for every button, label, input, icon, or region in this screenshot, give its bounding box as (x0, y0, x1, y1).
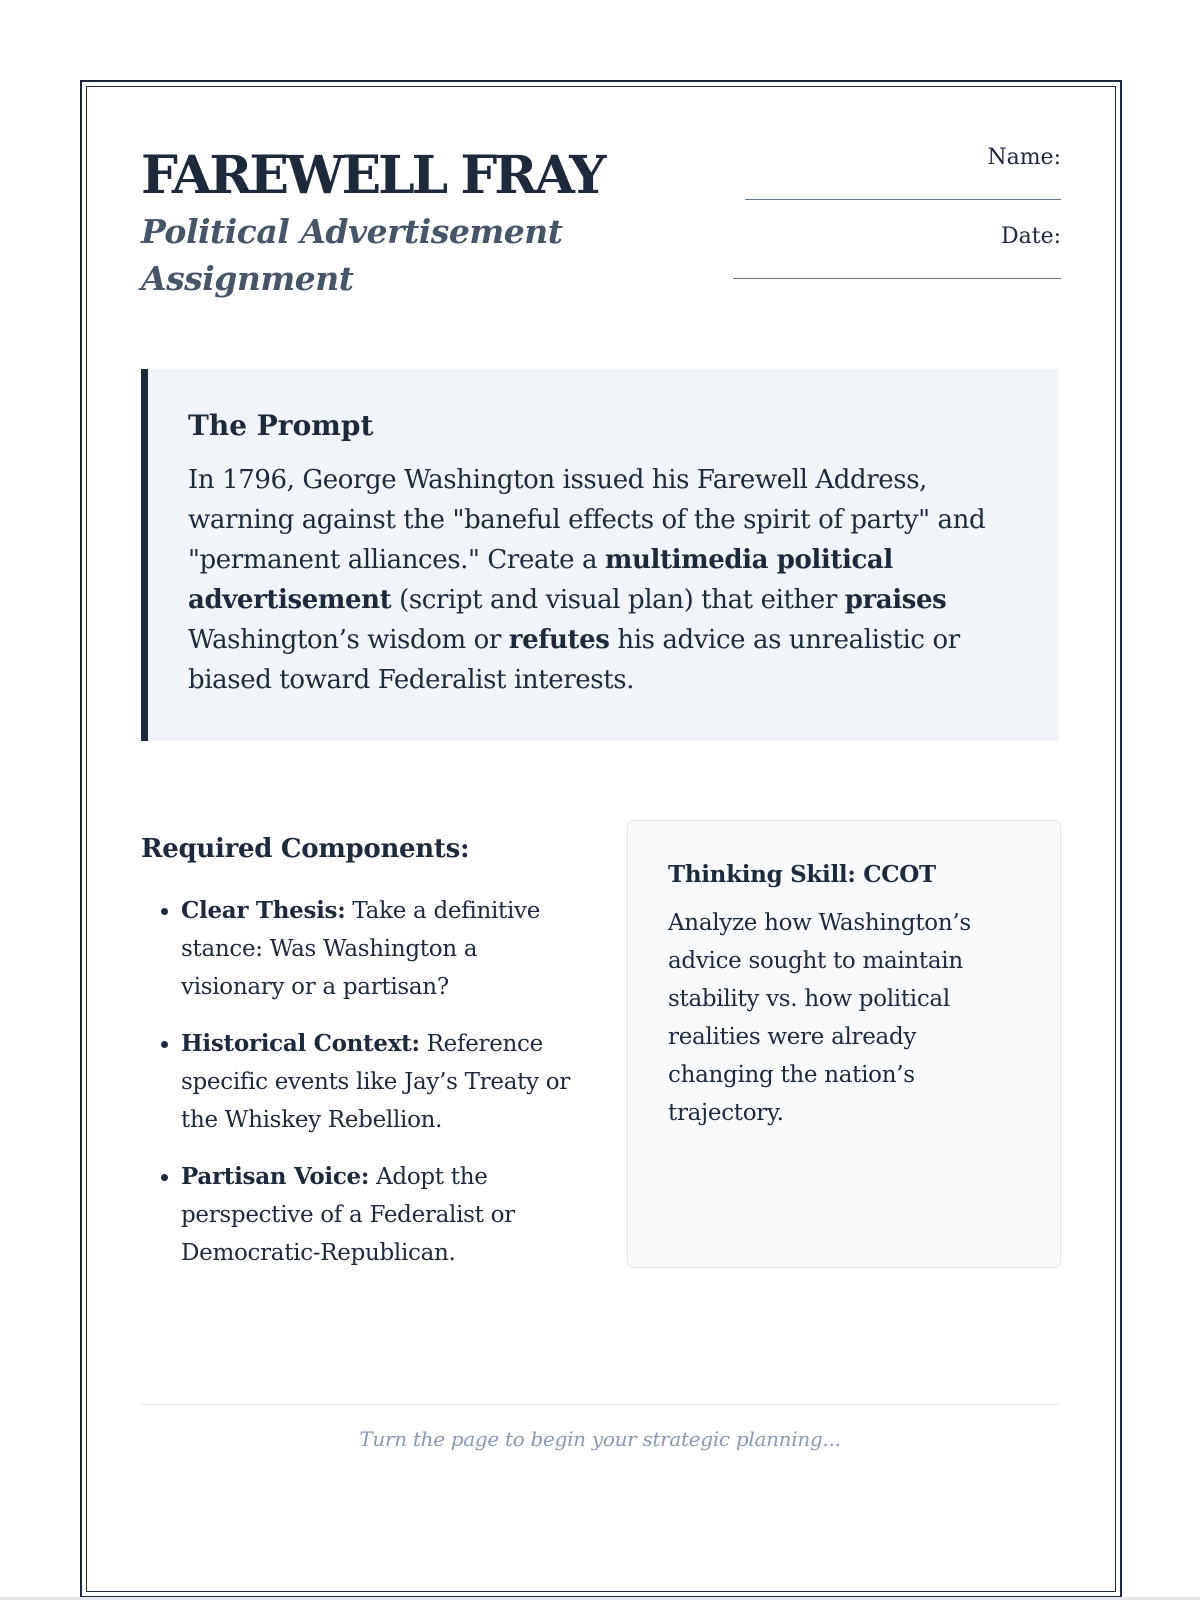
page-subtitle: Political Advertisement Assignment (141, 212, 563, 298)
prompt-text-part: Washington’s wisdom or (188, 625, 509, 655)
date-field-line[interactable] (733, 278, 1061, 279)
prompt-emphasis-multimedia: multimedia political advertisement (188, 545, 893, 615)
list-item-text: Reference specific events like Jay’s Treaty or the Whiskey Rebellion. (181, 1031, 570, 1133)
footer-divider (141, 1404, 1059, 1405)
list-item (181, 1158, 581, 1272)
prompt-emphasis-refutes: refutes (508, 625, 610, 655)
list-item-label: Partisan Voice: (181, 1163, 370, 1190)
list-item (181, 1025, 581, 1139)
prompt-text-part: In 1796, George Washington issued his Farewell Address, warning against the "baneful effects of the spirit of party" and "permanent alliances." Create a (188, 465, 986, 575)
requirements-list (141, 892, 581, 1291)
list-item-text: Take a definitive stance: Was Washington a visionary or a partisan? (181, 898, 541, 1000)
page-frame (80, 80, 1122, 1598)
prompt-text (188, 460, 1019, 700)
page-title: FAREWELL FRAY (141, 145, 604, 206)
date-label: Date: (1000, 224, 1061, 249)
page-frame-inner (86, 86, 1116, 1592)
list-item-label: Clear Thesis: (181, 897, 346, 924)
prompt-text-part: his advice as unrealistic or biased toward Federalist interests. (188, 625, 960, 695)
prompt-title: The Prompt (188, 409, 374, 442)
prompt-box (141, 369, 1059, 741)
list-item-label: Historical Context: (181, 1030, 420, 1057)
list-item-text: Adopt the perspective of a Federalist or Democratic-Republican. (181, 1164, 515, 1266)
list-item (181, 892, 581, 1006)
thinking-skill-box (627, 820, 1061, 1268)
footer-text: Turn the page to begin your strategic planning... (359, 1427, 841, 1451)
prompt-text-part: (script and visual plan) that either (391, 585, 845, 615)
thinking-skill-title: Thinking Skill: CCOT (668, 861, 936, 888)
requirements-heading: Required Components: (141, 834, 470, 864)
thinking-skill-text: Analyze how Washington’s advice sought to maintain stability vs. how political realities were already changing the nation’s trajectory. (668, 910, 971, 1126)
name-label: Name: (987, 145, 1061, 170)
prompt-emphasis-praises: praises (844, 585, 947, 615)
name-field-line[interactable] (745, 199, 1061, 200)
